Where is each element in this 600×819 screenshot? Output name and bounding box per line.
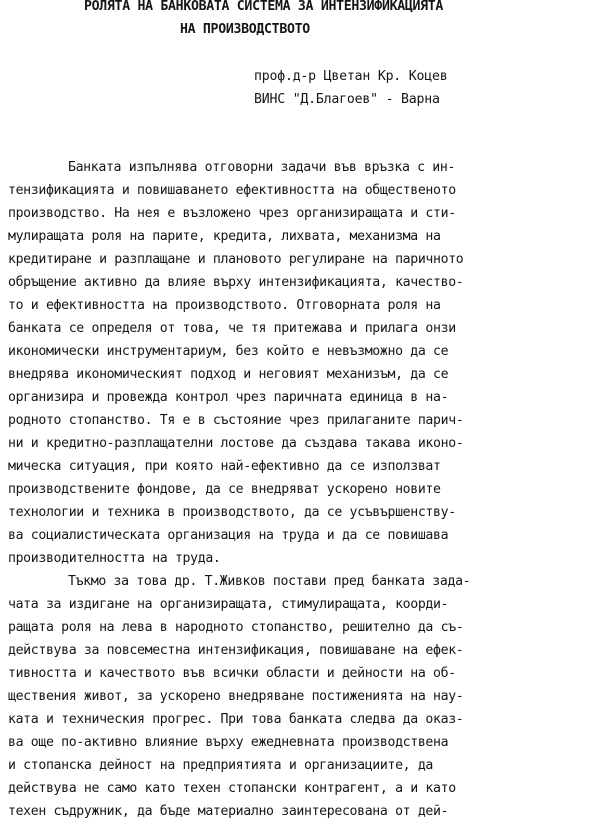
body-line: чата за издигане на организиращата, стимулиращата, коорди- bbox=[8, 597, 449, 612]
body-line: производствените фондове, да се внедряват ускорено новите bbox=[8, 482, 441, 497]
body-line: то и ефективността на производството. Отговорната роля на bbox=[8, 298, 441, 313]
body-line: тензификацията и повишаването ефективността на общественото bbox=[8, 183, 456, 198]
title-line-1: РОЛЯТА НА БАНКОВАТА СИСТЕМА ЗА ИНТЕНЗИФИКАЦИЯТА bbox=[84, 0, 444, 14]
body-line: ва още по-активно влияние върху ежедневната производствена bbox=[8, 735, 449, 750]
body-line: родното стопанство. Тя е в състояние чрез прилаганите парич- bbox=[8, 413, 464, 428]
body-line: действува за повсеместна интензификация, повишаване на ефек- bbox=[8, 643, 464, 658]
body-line: техен съдружник, да бъде материално заинтересована от дей- bbox=[8, 804, 449, 819]
body-line: Тъкмо за това др. Т.Живков постави пред банката зада- bbox=[68, 574, 471, 589]
title-line-2: НА ПРОИЗВОДСТВОТО bbox=[180, 22, 310, 37]
body-line: ва социалистическата организация на труда и да се повишава bbox=[8, 528, 449, 543]
author-affiliation: ВИНС "Д.Благоев" - Варна bbox=[254, 92, 440, 107]
body-line: мическа ситуация, при която най-ефективно да се използват bbox=[8, 459, 441, 474]
body-line: ращата роля на лева в народното стопанство, решително да съ- bbox=[8, 620, 464, 635]
body-line: мулиращата роля на парите, кредита, лихвата, механизма на bbox=[8, 229, 441, 244]
body-line: Банката изпълнява отговорни задачи във връзка с ин- bbox=[68, 160, 456, 175]
body-line: производителността на труда. bbox=[8, 551, 221, 566]
body-line: технологии и техника в производството, да се усъвършенству- bbox=[8, 505, 456, 520]
body-line: действува не само като техен стопански контрагент, а и като bbox=[8, 781, 456, 796]
body-line: ката и техническия прогрес. При това банката следва да оказ- bbox=[8, 712, 464, 727]
body-line: обръщение активно да влияе върху интензификацията, качество- bbox=[8, 275, 464, 290]
body-line: кредитиране и разплащане и плановото регулиране на паричното bbox=[8, 252, 464, 267]
body-line: внедрява икономическият подход и неговият механизъм, да се bbox=[8, 367, 449, 382]
body-line: организира и провежда контрол чрез паричната единица в на- bbox=[8, 390, 449, 405]
body-line: ществения живот, за ускорено внедряване постиженията на нау- bbox=[8, 689, 464, 704]
body-line: и стопанска дейност на предприятията и организациите, да bbox=[8, 758, 434, 773]
body-line: производство. На нея е възложено чрез организиращата и сти- bbox=[8, 206, 456, 221]
body-line: банката се определя от това, че тя притежава и прилага онзи bbox=[8, 321, 456, 336]
body-line: тивността и качеството във всички области и дейности на об- bbox=[8, 666, 456, 681]
body-line: икономически инструментариум, без който е невъзможно да се bbox=[8, 344, 449, 359]
body-line: ни и кредитно-разплащателни лостове да създава такава иконо- bbox=[8, 436, 464, 451]
author-name: проф.д-р Цветан Кр. Коцев bbox=[254, 69, 448, 84]
